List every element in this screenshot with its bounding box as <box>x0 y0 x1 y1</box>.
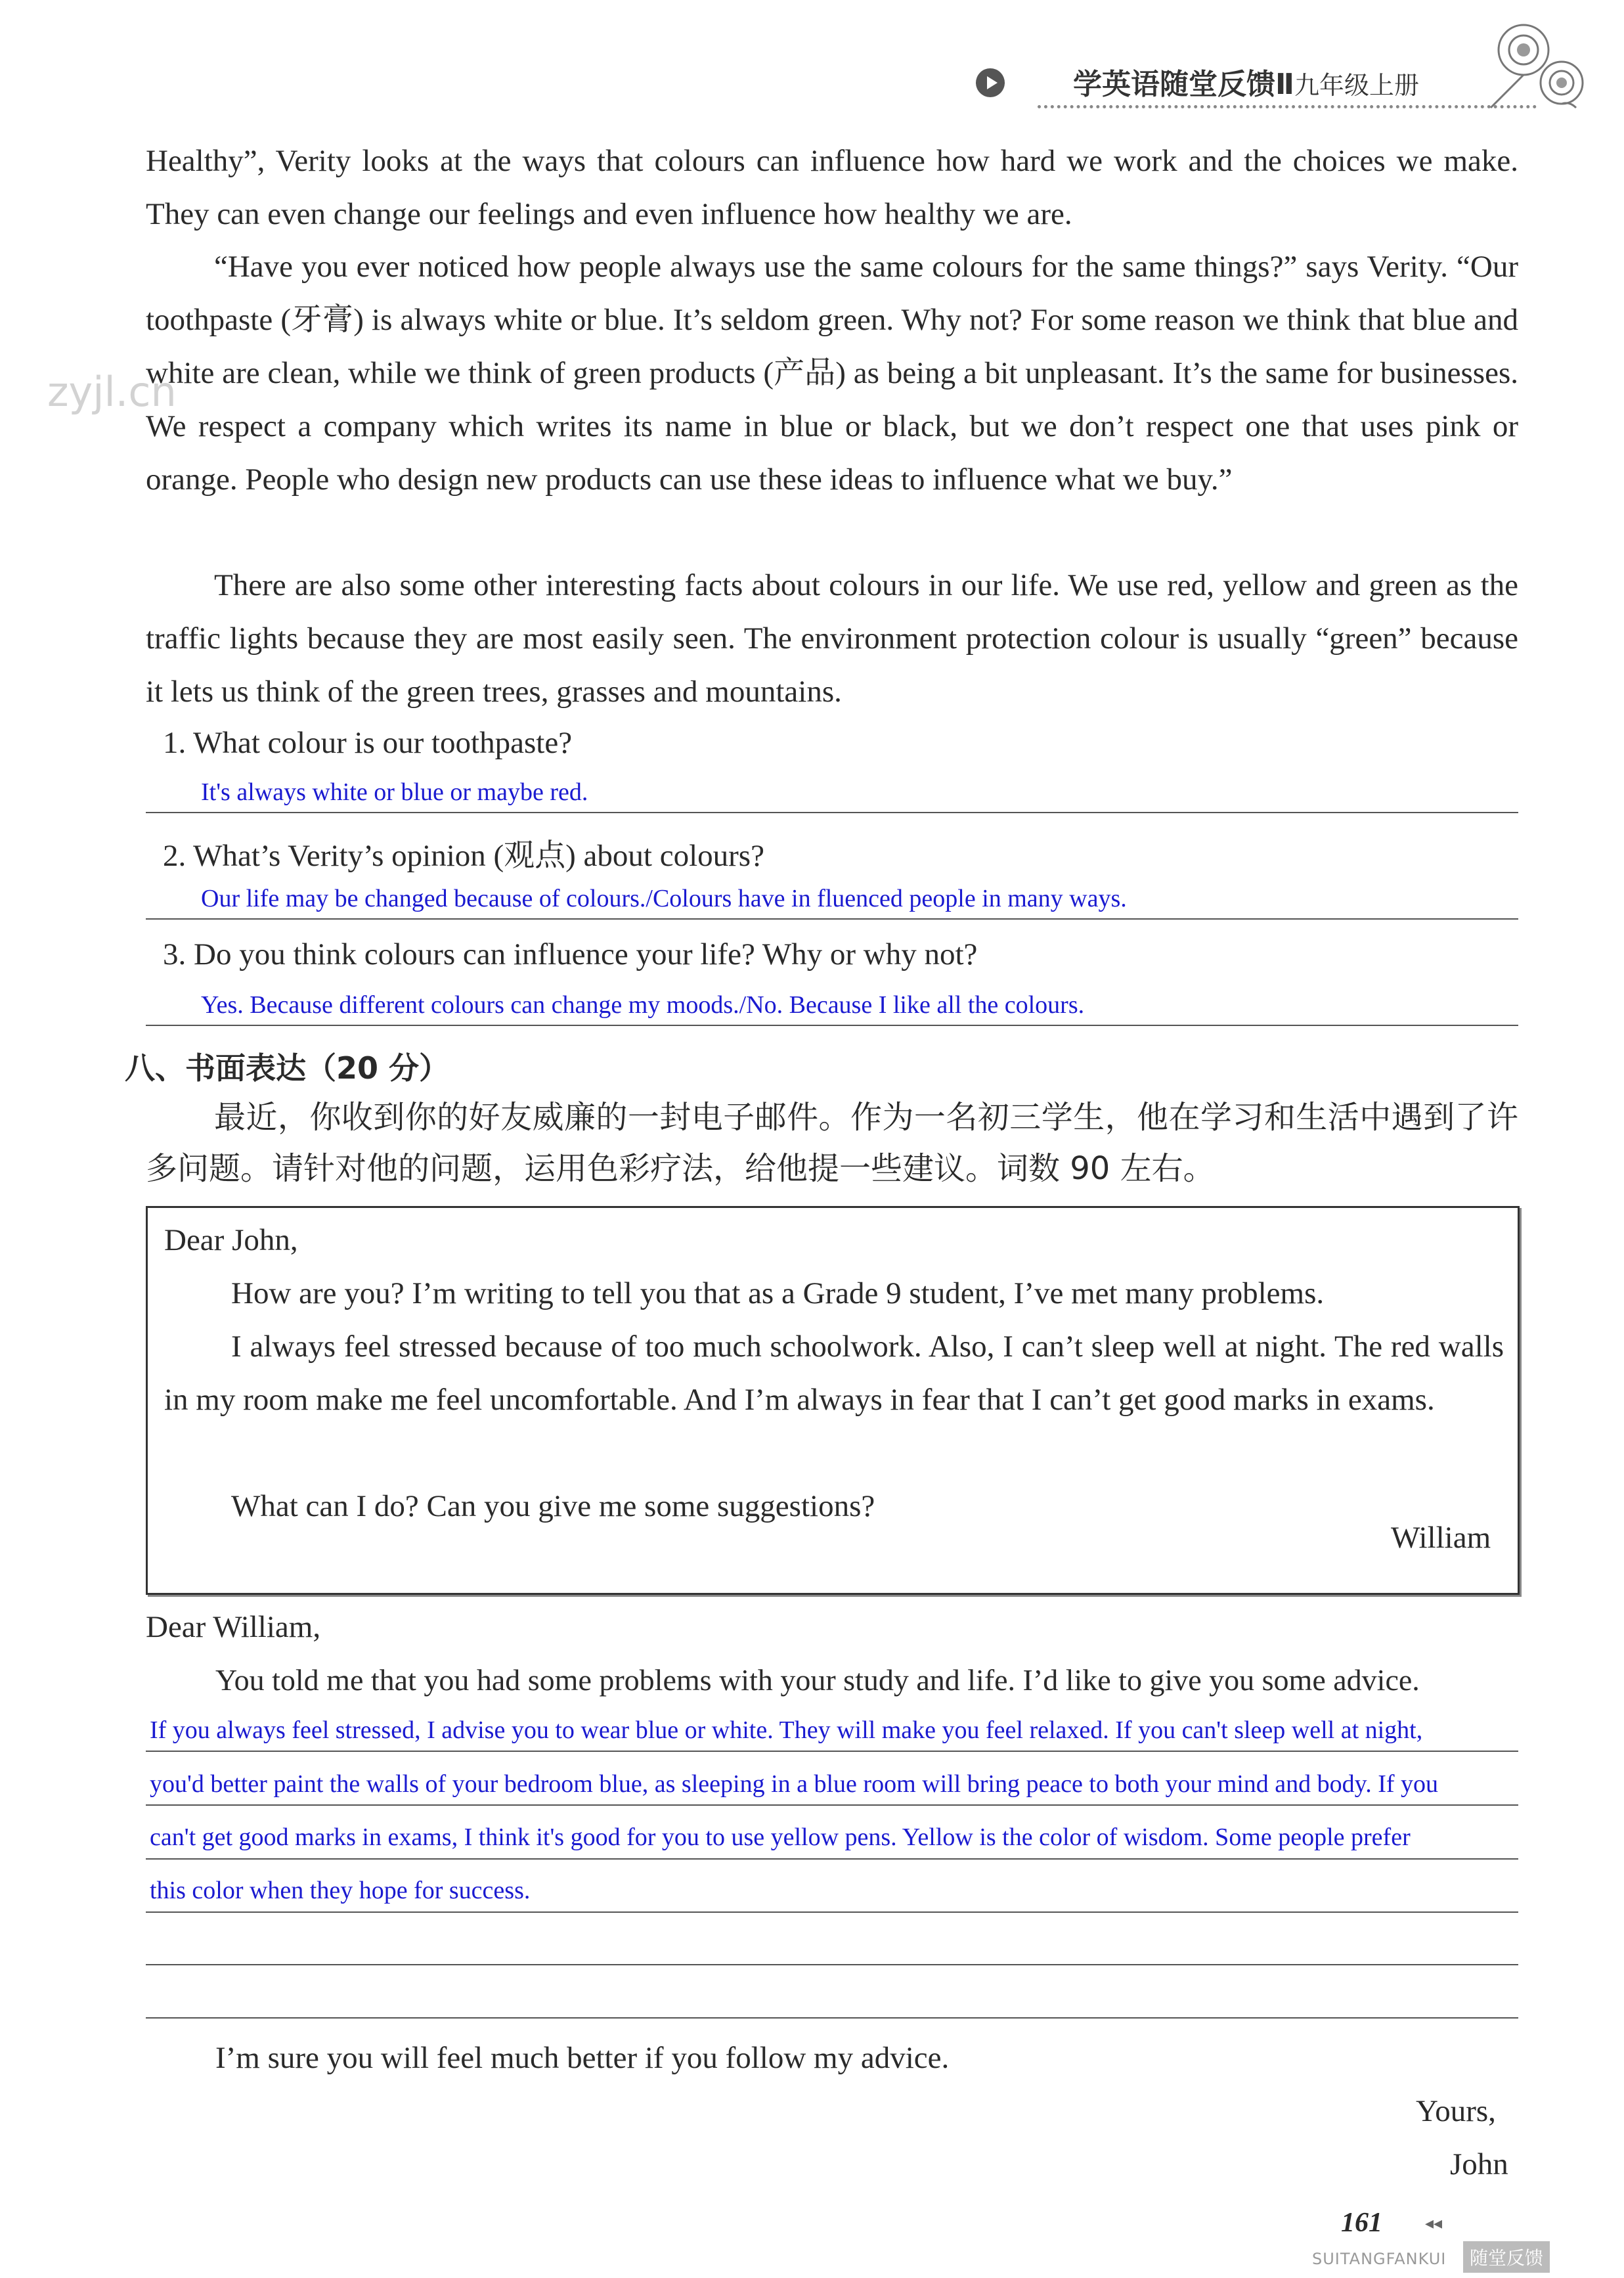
reading-paragraph-2: “Have you ever noticed how people always use the same colours for the same things?” says Verity. “Our toothpaste (牙膏) is always white or blue. It’s seldom green. Why not? For some reason we think that blue and white are clean, while we think of green products (产品) as being a bit unpleasant. It’s the same for businesses. We respect a company which writes its name in blue or black, but we don’t respect one that uses pink or orange. People who design new products can use these ideas to influence what we buy.” <box>146 250 1518 497</box>
reply-answer-line-4: this color when they hope for success. <box>150 1877 531 1904</box>
reply-answer-line-1: If you always feel stressed, I advise you to wear blue or white. They will make you feel relaxed. If you can't sleep well at night, <box>150 1716 1423 1744</box>
reply-greeting: Dear William, <box>146 1610 321 1644</box>
double-arrow-icon: ◂◂ <box>1425 2214 1443 2233</box>
series-badge: 随堂反馈 <box>1463 2241 1550 2273</box>
reply-closing: I’m sure you will feel much better if you follow my advice. <box>215 2041 950 2075</box>
reply-answer-line-3: can't get good marks in exams, I think it's good for you to use yellow pens. Yellow is the color of wisdom. Some people prefer <box>150 1823 1411 1851</box>
reply-opening: You told me that you had some problems with your study and life. I’d like to give you some advice. <box>215 1663 1420 1697</box>
writing-line <box>146 2017 1518 2019</box>
letter-paragraph-2: I always feel stressed because of too much schoolwork. Also, I can’t sleep well at night. The red walls in my room make me feel uncomfortable. And I’m always in fear that I can’t get good marks in exams. <box>164 1329 1504 1417</box>
book-title: 学英语随堂反馈Ⅱ九年级上册 <box>1073 68 1419 101</box>
sunflower-icon <box>1478 9 1596 114</box>
section-title: 八、书面表达（20 分） <box>125 1050 450 1086</box>
answer-3: Yes. Because different colours can change my moods./No. Because I like all the colours. <box>201 991 1085 1019</box>
letter-paragraph-3: What can I do? Can you give me some suggestions? <box>231 1489 875 1523</box>
letter-signature: William <box>1391 1521 1491 1555</box>
writing-line <box>146 1858 1518 1860</box>
question-3: 3. Do you think colours can influence your life? Why or why not? <box>163 937 978 972</box>
question-1: 1. What colour is our toothpaste? <box>163 726 573 760</box>
header-divider <box>1038 105 1537 108</box>
reading-paragraph-1: Healthy”, Verity looks at the ways that colours can influence how hard we work and the choices we make. They can even change our feelings and even influence how healthy we are. <box>146 144 1518 231</box>
answer-1: It's always white or blue or maybe red. <box>201 778 588 806</box>
series-name: SUITANGFANKUI <box>1312 2250 1447 2268</box>
answer-line <box>146 1025 1518 1026</box>
answer-2: Our life may be changed because of colours./Colours have in fluenced people in many ways. <box>201 885 1127 912</box>
writing-line <box>146 1911 1518 1913</box>
letter-paragraph-1: How are you? I’m writing to tell you that as a Grade 9 student, I’ve met many problems. <box>231 1276 1325 1310</box>
question-2: 2. What’s Verity’s opinion (观点) about colours? <box>163 839 764 873</box>
writing-line <box>146 1751 1518 1752</box>
reading-paragraph-3: There are also some other interesting facts about colours in our life. We use red, yellow and green as the traffic lights because they are most easily seen. The environment protection colour is usually “green” because it lets us think of the green trees, grasses and mountains. <box>146 568 1518 709</box>
reply-yours: Yours, <box>1416 2094 1496 2128</box>
writing-line <box>146 1804 1518 1806</box>
reply-answer-line-2: you'd better paint the walls of your bedroom blue, as sleeping in a blue room will bring peace to both your mind and body. If you <box>150 1770 1439 1798</box>
answer-line <box>146 812 1518 813</box>
watermark: zyjl.cn <box>47 368 177 416</box>
answer-line <box>146 918 1518 920</box>
writing-prompt: 最近，你收到你的好友威廉的一封电子邮件。作为一名初三学生，他在学习和生活中遇到了许多问题。请针对他的问题，运用色彩疗法，给他提一些建议。词数 90 左右。 <box>146 1099 1518 1187</box>
writing-line <box>146 1964 1518 1965</box>
play-circle-icon <box>976 68 1005 97</box>
reply-name: John <box>1450 2147 1508 2181</box>
letter-greeting: Dear John, <box>164 1223 298 1257</box>
page-number: 161 <box>1341 2208 1382 2238</box>
